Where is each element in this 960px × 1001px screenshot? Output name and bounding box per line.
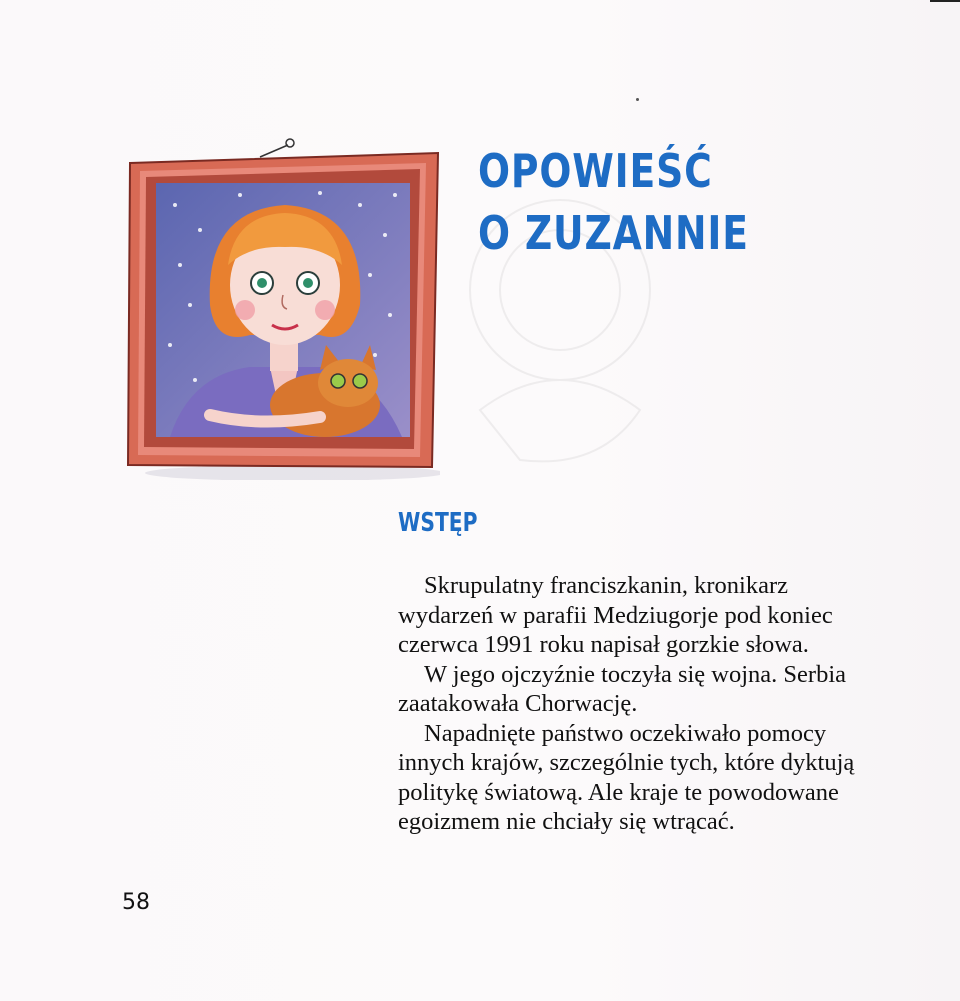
bleed-through-text [120, 540, 880, 569]
portrait-illustration [120, 135, 440, 480]
title-line-2: O ZUZANNIE [478, 206, 749, 260]
title-line-1: OPOWIEŚĆ [478, 144, 713, 198]
section-heading: WSTĘP [398, 508, 478, 538]
page-title [478, 140, 749, 264]
body-text [398, 571, 868, 837]
paragraph-2: W jego ojczyźnie toczyła się wojna. Serbia zaatakowała Chorwację. [398, 660, 847, 717]
speck [636, 98, 639, 101]
page-number: 58 [122, 890, 150, 915]
top-edge-line [930, 0, 960, 2]
paragraph-3: Napadnięte państwo oczekiwało pomocy innych krajów, szczególnie tych, które dyktują politykę światową. Ale kraje te powodowane egoizmem nie chciały się wtrącać. [398, 719, 855, 835]
paragraph-1: Skrupulatny franciszkanin, kronikarz wydarzeń w parafii Medziugorje pod koniec czerwca 1991 roku napisał gorzkie słowa. [398, 572, 833, 658]
